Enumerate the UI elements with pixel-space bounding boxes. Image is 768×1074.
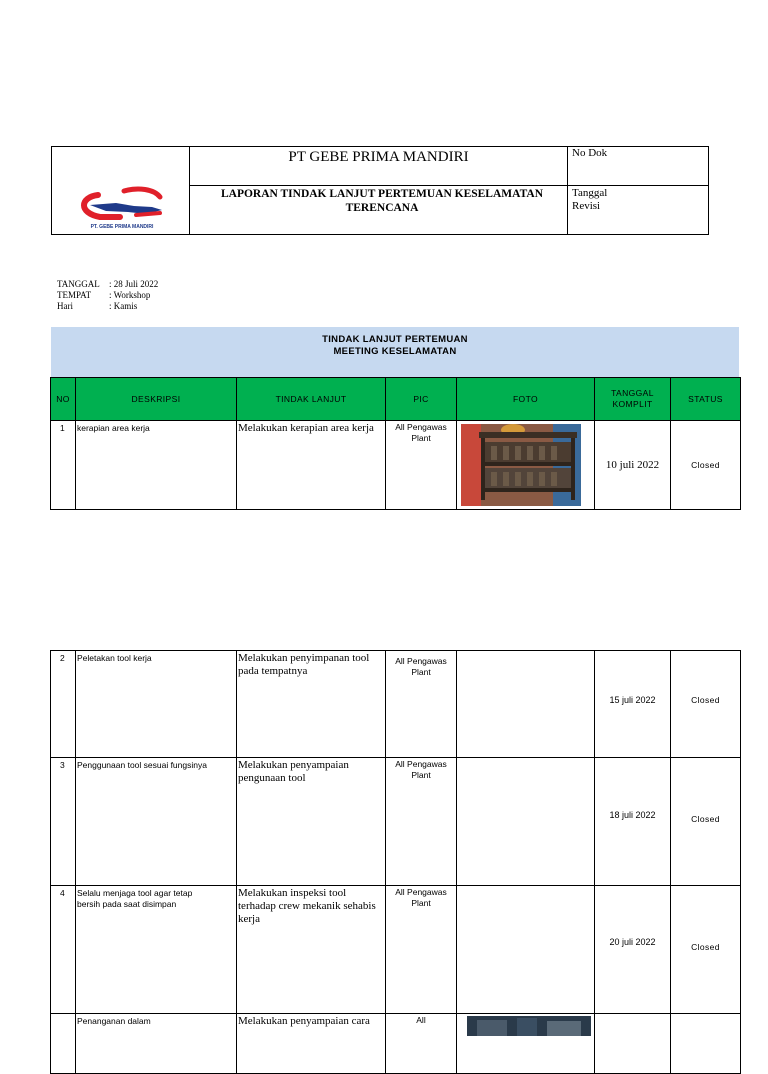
row-deskripsi: Peletakan tool kerja (76, 651, 237, 758)
followup-table (50, 377, 741, 510)
followup-table-continued (50, 650, 741, 1074)
row-no: 3 (51, 758, 76, 886)
tanggal-info-label: TANGGAL (57, 279, 100, 289)
hari-info-value: : Kamis (109, 301, 138, 311)
table-row (51, 1014, 741, 1074)
tanggal-info-value: : 28 Juli 2022 (109, 279, 159, 289)
tempat-info-value: : Workshop (109, 290, 151, 300)
col-header-tanggal-komplit: TANGGAL KOMPLIT (595, 378, 671, 421)
row-deskripsi: Penanganan dalam (76, 1014, 237, 1074)
row-pic: All Pengawas Plant (386, 758, 457, 886)
row-foto (457, 421, 595, 510)
col-header-tindak-lanjut: TINDAK LANJUT (237, 378, 386, 421)
row-status (671, 1014, 741, 1074)
banner-line-2: MEETING KESELAMATAN (333, 346, 457, 357)
report-info (57, 279, 158, 312)
row-tanggal: 20 juli 2022 (595, 886, 671, 1014)
table-row (51, 651, 741, 758)
row-deskripsi: Selalu menjaga tool agar tetap bersih pada saat disimpan (76, 886, 237, 1014)
report-title: LAPORAN TINDAK LANJUT PERTEMUAN KESELAMATAN TERENCANA (220, 188, 544, 214)
row-tanggal: 18 juli 2022 (595, 758, 671, 886)
row-tindak-lanjut: Melakukan penyampaian pengunaan tool (237, 758, 386, 886)
row-tindak-lanjut: Melakukan inspeksi tool terhadap crew mekanik sehabis kerja (237, 886, 386, 1014)
section-banner (51, 327, 739, 377)
hari-info-label: Hari (57, 301, 73, 311)
divider (567, 147, 568, 234)
row-tanggal: 10 juli 2022 (595, 421, 671, 510)
row-pic: All Pengawas Plant (386, 886, 457, 1014)
col-header-deskripsi: DESKRIPSI (76, 378, 237, 421)
row-no (51, 1014, 76, 1074)
row-tindak-lanjut: Melakukan penyampaian cara (237, 1014, 386, 1074)
row-no: 1 (51, 421, 76, 510)
divider (189, 185, 708, 186)
col-header-pic: PIC (386, 378, 457, 421)
photo-tool-rack (461, 424, 581, 506)
row-no: 2 (51, 651, 76, 758)
row-deskripsi: Penggunaan tool sesuai fungsinya (76, 758, 237, 886)
row-foto (457, 1014, 595, 1074)
row-no: 4 (51, 886, 76, 1014)
row-status: Closed (671, 886, 741, 1014)
logo-caption: PT. GEBE PRIMA MANDIRI (90, 224, 154, 230)
photo-thumbnail (467, 1016, 591, 1036)
row-pic: All (386, 1014, 457, 1074)
col-header-foto: FOTO (457, 378, 595, 421)
col-header-no: NO (51, 378, 76, 421)
banner-line-1: TINDAK LANJUT PERTEMUAN (322, 334, 468, 345)
tanggal-label: Tanggal (572, 187, 608, 199)
row-tanggal (595, 1014, 671, 1074)
company-name: PT GEBE PRIMA MANDIRI (288, 149, 469, 165)
tempat-info-label: TEMPAT (57, 290, 92, 300)
row-foto (457, 651, 595, 758)
row-status: Closed (671, 421, 741, 510)
row-status: Closed (671, 651, 741, 758)
company-logo (76, 183, 168, 231)
row-tanggal: 15 juli 2022 (595, 651, 671, 758)
table-row (51, 421, 741, 510)
col-header-status: STATUS (671, 378, 741, 421)
document-header (51, 146, 709, 235)
table-header-row (51, 378, 741, 421)
row-pic: All Pengawas Plant (386, 421, 457, 510)
row-tindak-lanjut: Melakukan kerapian area kerja (237, 421, 386, 510)
row-foto (457, 758, 595, 886)
row-pic: All Pengawas Plant (386, 651, 457, 758)
table-row (51, 886, 741, 1014)
table-row (51, 758, 741, 886)
row-foto (457, 886, 595, 1014)
row-tindak-lanjut: Melakukan penyimpanan tool pada tempatnya (237, 651, 386, 758)
row-deskripsi: kerapian area kerja (76, 421, 237, 510)
revisi-label: Revisi (572, 200, 601, 212)
row-status: Closed (671, 758, 741, 886)
no-dok-label: No Dok (572, 147, 608, 159)
